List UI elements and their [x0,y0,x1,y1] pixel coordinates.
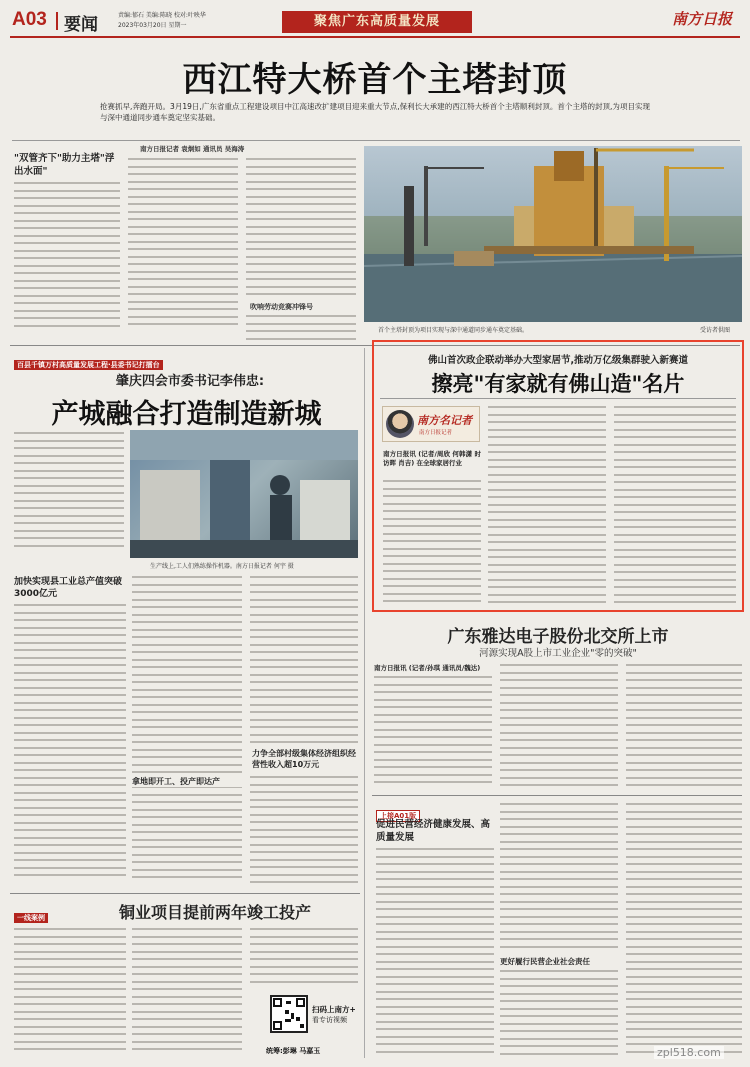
qr-code[interactable] [270,995,308,1033]
header-rule [10,36,740,38]
section-name: 要闻 [64,15,98,35]
factory-illustration [130,430,358,558]
footer-byline: 统筹:彭琳 马嘉玉 [266,1047,321,1055]
foshan-col1 [383,480,481,605]
date-line: 2023年03月20日 星期一 [118,22,187,29]
kicker-tag: 百县千镇万村高质量发展工程·县委书记打擂台 [14,360,163,370]
yada-headline: 广东雅达电子股份北交所上市 [447,627,669,647]
yada-col2 [500,664,618,790]
paper-logo: 南方日报 [672,10,733,28]
copper-col3 [250,928,358,988]
yada-col3 [626,664,742,790]
foshan-kicker: 佛山首次政企联动举办大型家居节,推动万亿级集群驶入新赛道 [427,355,689,366]
foshan-col2 [488,406,606,606]
columnist-name: 南方名记者 [417,414,472,427]
column-divider [364,348,365,1058]
foshan-rule [380,398,736,399]
watermark: zpl518.com [654,1046,724,1059]
copper-tag: 一线案例 [14,913,48,923]
bottom-left-rule [10,893,360,894]
zhaoqing-kicker [14,352,354,371]
lead-headline: 西江特大桥首个主塔封顶 [182,60,568,100]
qr-label: 扫码上南方+ [312,1005,356,1014]
zhaoqing-headline: 产城融合打造制造新城 [51,399,322,430]
qr-pattern [272,997,306,1031]
photo-caption: 首个主塔封顶为项目实现与深中通道同步通车奠定基础。 [378,327,529,334]
private-headline: 促进民营经济健康发展、高质量发展 [376,819,491,843]
foshan-col3 [614,406,736,606]
q1-heading: 加快实现县工业总产值突破3000亿元 [14,577,123,599]
copper-kicker [14,905,48,924]
copper-col2 [132,928,242,1053]
zhaoqing-col3 [250,576,358,746]
page-number: A03 [12,9,47,30]
yada-rule [372,795,742,796]
editor-line: 责编:郁石 美编:陈晓 校对:叶映华 [118,12,206,19]
columnist-avatar [386,410,414,438]
lead-body-col3 [246,158,356,298]
lead-body-col3b [246,315,356,341]
photo-credit: 受访者供图 [700,327,731,334]
copper-col1 [14,928,126,1053]
q3-heading: 力争全部村级集体经济组织经营性收入超10万元 [252,749,356,769]
zhaoqing-col1 [14,604,126,884]
qr-sub: 看专访视频 [312,1016,347,1024]
lead-body-col2 [128,158,238,328]
private-col2 [500,803,618,953]
zhaoqing-subkicker: 肇庆四会市委书记李伟忠: [115,374,265,389]
lead-body-col1 [14,182,120,332]
bridge-photo [364,146,742,322]
copper-headline: 铜业项目提前两年竣工投产 [118,903,311,922]
yada-subtitle: 河源实现A股上市工业企业"零的突破" [479,648,637,659]
private-col2b [500,970,618,1058]
private-tag: 上接A01版 [376,810,420,822]
private-col3 [626,803,742,1058]
lead-deck: 抢赛抓早,奔跑开局。3月19日,广东省重点工程建设项目中江高速改扩建项目迎来重大节点,保利长大承建的西江特大桥首个主塔顺利封顶。首个主塔的封顶,为项目实现与深中通道同步通车奠定坚实基础。 [100,102,650,122]
foshan-headline: 擦亮"有家就有佛山造"名片 [431,371,685,396]
q2-heading: 拿地即开工、投产即达产 [132,776,242,787]
lead-tail: 吹响劳动竞赛冲锋号 [250,303,313,311]
columnist-badge [382,406,480,442]
bridge-illustration [364,146,742,322]
factory-photo [130,430,358,558]
columnist-sub: 南方日报记者 [419,430,453,436]
lead-rule [12,140,740,141]
lead-byline: 南方日报记者 袁炯如 通讯员 吴海涛 [140,145,245,153]
section-banner: 聚焦广东高质量发展 [282,11,472,33]
yada-byline: 南方日报讯 (记者/孙琪 通讯员/魏达) [374,664,481,672]
zhaoqing-col3b [250,776,358,886]
factory-caption: 生产线上,工人们熟练操作机器。南方日报记者 何宇 摄 [150,563,294,570]
lead-subhead: "双管齐下"助力主塔"浮出水面" [14,153,115,177]
yada-col1 [374,676,492,790]
foshan-byline: 南方日报讯 (记者/周欣 何韩潇 时访晖 肖吉) 在全球家居行业 [383,450,481,467]
zhaoqing-lead [14,432,124,552]
masthead [0,0,750,44]
private-col1 [376,848,494,1058]
zhaoqing-col2 [132,576,242,886]
header-divider [56,12,58,30]
private-subhead: 更好履行民营企业社会责任 [500,957,590,966]
